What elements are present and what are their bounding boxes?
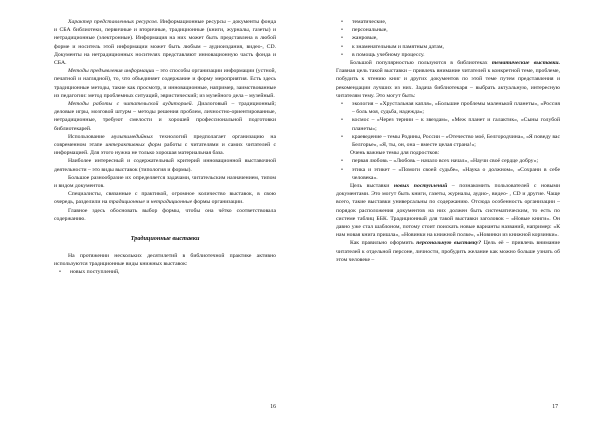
- paragraph-specialists: Специалисты, связанные с практикой, огромное количество выставок, в свою очередь, разделили на традиционные и нетрадиционные формы организации.: [54, 191, 276, 206]
- term-new-arrivals: новых поступлений: [393, 183, 448, 190]
- list-item: • жанровые,: [336, 34, 560, 42]
- list-item: • первая любовь – «Любовь – начало всех начал», «Научи своё сердце добру»;: [336, 157, 560, 165]
- list-item: • космос – «Через тернии – к звездам», «Меж планет и галактик», «Сыны голубой планеты»;: [336, 116, 560, 132]
- bullet-list-themes: [336, 100, 560, 149]
- term-methods-info: Методы предъявления информации: [68, 68, 155, 75]
- term-personal: персональную выставку?: [416, 240, 482, 247]
- paragraph-personal: Как правильно оформить персональную выставку? Цель её – привлечь внимание читателей к отдельной персоне, личности, пробудить желание как можно больше узнать об этом человеке –: [336, 240, 560, 263]
- note-teen-topics: Очень важные темы для подростков:: [350, 150, 440, 157]
- bullet-list-types: [336, 18, 560, 59]
- page-number-left: 16: [270, 404, 276, 410]
- list-item: • персональные,: [336, 26, 560, 34]
- right-page: [300, 0, 600, 424]
- paragraph-thematic: Большой популярностью пользуются в библиотеках тематические выставки. Главная цель такой выставки – привлечь внимание читателей к конкретной теме, проблеме, побудить к чтению книг и других документов по этой теме путем представления и рекомендации лучших из них. Задача библиотекаря – выбрать актуальную, интересную читателям тему. Это могут быть:: [336, 60, 560, 99]
- paragraph-methods-info: Методы предъявления информации – это способы организации информации (устной, печатной и наглядной), то, что объединяет содержание и форму мероприятия. Есть здесь традиционные методы, такие как просмотр, и инновационные, например, заимствованные из педагогии: метод проблемных ситуаций, эвристический; из музейного дела – музейный.: [54, 68, 277, 99]
- bullet-list-teen: [336, 157, 560, 182]
- list-item: • краеведение – темы Родины, России – «Отечество моё, Белгородчина», «Я поведу вас Белгорье», «Я, ты, он, она – вместе целая страна!»;: [336, 133, 560, 149]
- list-item: • новых поступлений,: [54, 268, 276, 276]
- bullet-list-left: [54, 268, 276, 276]
- paragraph-methods-audience: Методы работы с читательской аудиторией. Диалоговый – традиционный; деловые игры, мозговой штурм – методы решения проблем, личностно-ориентированные, нетрадиционные, требуют смелости и хорошей профессиональной подготовки библиотекарей.: [54, 101, 276, 132]
- section-heading: Традиционные выставки: [130, 235, 200, 243]
- paragraph-main-point: Главное здесь обосновать выбор формы, чтобы она чётко соответствовала содержанию.: [54, 207, 276, 222]
- list-item: • этика и этикет – «Помоги своей судьбе», «Наука о должном», «Сохрани в себе человека».: [336, 166, 560, 182]
- paragraph-variety: Большое разнообразие их определяется задачами, читательским назначением, типом и видом документов.: [54, 174, 276, 190]
- list-item: • экология – «Хрустальная капля», «Большие проблемы маленькой планеты», «Россия – боль моя, судьба, надежда»;: [336, 100, 560, 116]
- list-item: • тематические,: [336, 18, 560, 26]
- term-resources: Характер представленных ресурсов.: [68, 19, 159, 25]
- paragraph-criteria: Наиболее интересный и содержательный критерий инновационной выставочной деятельности – это виды выставок (типология и формы).: [54, 158, 276, 173]
- page-number-right: 17: [552, 404, 558, 410]
- term-methods-audience: Методы работы с читательской аудиторией.: [68, 101, 194, 108]
- term-thematic: тематические выставки.: [491, 60, 560, 67]
- paragraph-resources: Характер представленных ресурсов. Информационные ресурсы – документы фонда и СБА библиотеки, первичные и вторичные, традиционные (книги, журналы, газеты) и нетрадиционные (электронные). Информация на них может быть представлена в любой форме и носитель этой информации может быть любым – аудиоиздания, видео-, CD. Документы на нетрадиционных носителях представляют инновационную часть фонда и СБА.: [54, 19, 276, 67]
- list-item: • к знаменательным и памятным датам,: [336, 43, 560, 51]
- list-item: • в помощь учебному процессу.: [336, 51, 560, 59]
- paragraph-new-arrivals: Цель выставки новых поступлений – познакомить пользователей с новыми документами. Это могут быть книги, газеты, журналы, аудио-, видео- , CD и другие. Чаще всего, такие выставки универсальны по содержанию. Отсюда особенность организации – порядок расположения документов на них должен быть систематическим, то есть по системе таблиц ББК. Традиционный для такой выставки заголовок – «Новые книги». Он давно уже стал шаблоном, потому стоит поискать новые варианты названий, например: «К нам новая книга пришла», «Новинки на книжной полке», «Новинки из книжной корзинки».: [336, 183, 561, 239]
- paragraph-multimedia: Использование мультимедийных технологий предполагает организацию на современном этапе интерактивных форм работы с читателями и самих читателей с информацией. Для этого нужна не только хорошая материальная база.: [54, 133, 276, 157]
- paragraph-decades: На протяжении нескольких десятилетий в библиотечной практике активно используются традиционные виды книжных выставок:: [54, 253, 276, 268]
